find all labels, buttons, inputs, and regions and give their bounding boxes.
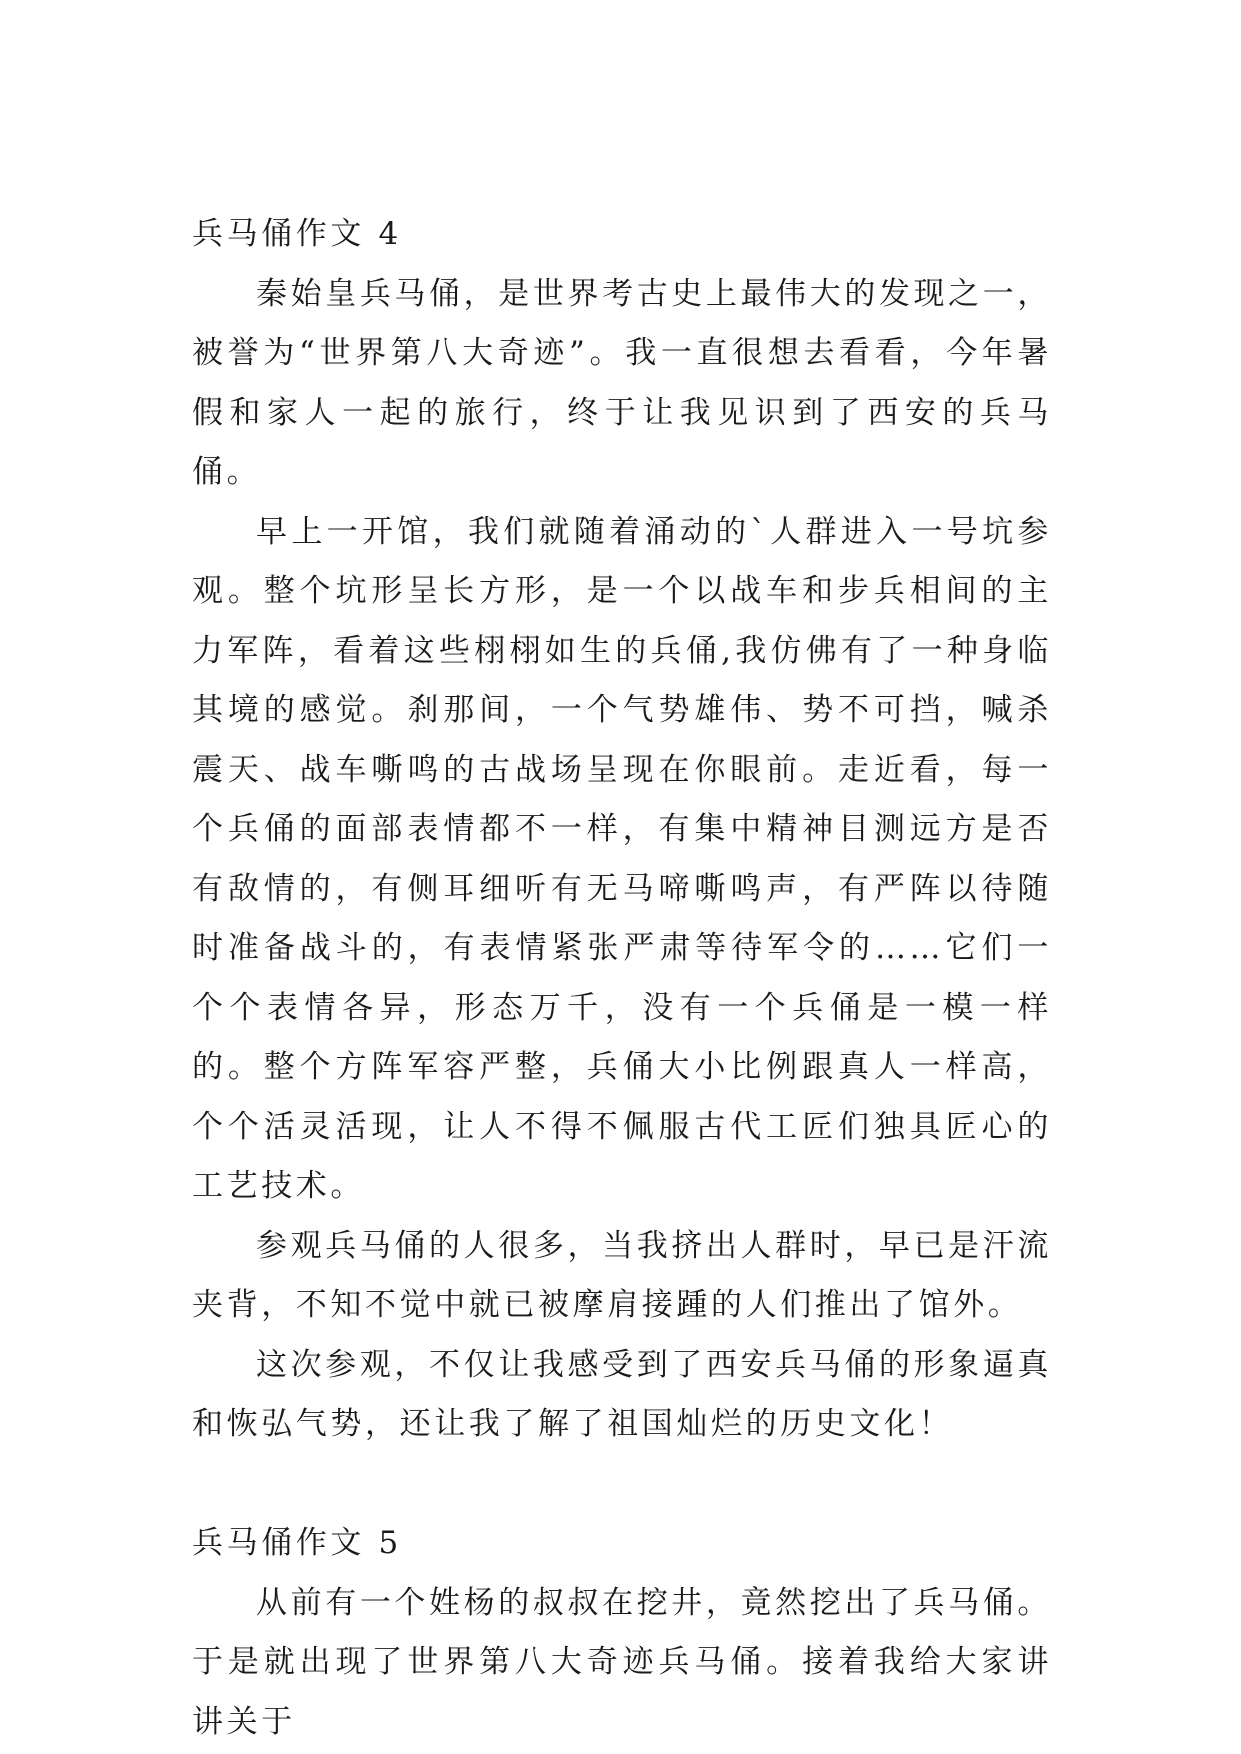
- section-heading: 兵马俑作文 4: [192, 216, 402, 252]
- paragraph: 参观兵马俑的人很多，当我挤出人群时，早已是汗流夹背，不知不觉中就已被摩肩接踵的人们推出了馆外。: [192, 1227, 1052, 1323]
- section-spacer: [192, 1455, 1052, 1515]
- paragraph: 秦始皇兵马俑，是世界考古史上最伟大的发现之一，被誉为“世界第八大奇迹”。我一直很想去看看，今年暑假和家人一起的旅行，终于让我见识到了西安的兵马俑。: [192, 275, 1052, 490]
- essay-section-4: [192, 205, 1052, 1455]
- essay-section-5: [192, 1514, 1052, 1752]
- section-heading: 兵马俑作文 5: [192, 1525, 402, 1561]
- paragraph: 这次参观，不仅让我感受到了西安兵马俑的形象逼真和恢弘气势，还让我了解了祖国灿烂的历史文化！: [192, 1346, 1052, 1442]
- paragraph: 早上一开馆，我们就随着涌动的`人群进入一号坑参观。整个坑形呈长方形，是一个以战车和步兵相间的主力军阵，看着这些栩栩如生的兵俑,我仿佛有了一种身临其境的感觉。刹那间，一个气势雄伟、势不可挡，喊杀震天、战车嘶鸣的古战场呈现在你眼前。走近看，每一个兵俑的面部表情都不一样，有集中精神目测远方是否有敌情的，有侧耳细听有无马啼嘶鸣声，有严阵以待随时准备战斗的，有表情紧张严肃等待军令的……它们一个个表情各异，形态万千，没有一个兵俑是一模一样的。整个方阵军容严整，兵俑大小比例跟真人一样高，个个活灵活现，让人不得不佩服古代工匠们独具匠心的工艺技术。: [192, 513, 1052, 1204]
- document-body: [192, 205, 1052, 1752]
- paragraph: 从前有一个姓杨的叔叔在挖井，竟然挖出了兵马俑。于是就出现了世界第八大奇迹兵马俑。接着我给大家讲讲关于: [192, 1584, 1052, 1740]
